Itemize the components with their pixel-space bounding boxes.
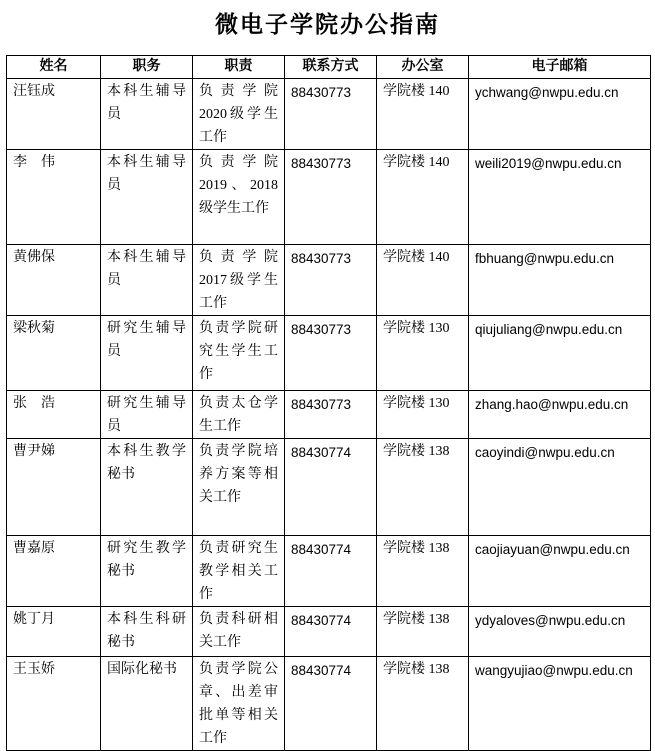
office-cell: 学院楼 140 (377, 79, 469, 150)
duty-cell: 负责学院研究生学生工作 (193, 316, 285, 391)
phone-cell: 88430774 (285, 607, 377, 657)
office-guide-table (6, 55, 651, 751)
phone-cell: 88430773 (285, 79, 377, 150)
header-position: 职务 (101, 56, 193, 79)
phone-cell: 88430774 (285, 439, 377, 536)
duty-cell: 负责学院2020级学生工作 (193, 79, 285, 150)
phone-cell: 88430773 (285, 316, 377, 391)
table-row (7, 536, 651, 607)
page-title: 微电子学院办公指南 (215, 12, 440, 37)
phone-cell: 88430773 (285, 245, 377, 316)
office-cell: 学院楼 130 (377, 316, 469, 391)
office-cell: 学院楼 138 (377, 536, 469, 607)
position-cell: 研究生辅导员 (101, 391, 193, 439)
office-cell: 学院楼 140 (377, 245, 469, 316)
header-duty: 职责 (193, 56, 285, 79)
email-cell: caojiayuan@nwpu.edu.cn (469, 536, 651, 607)
email-cell: qiujuliang@nwpu.edu.cn (469, 316, 651, 391)
table-row (7, 439, 651, 536)
email-cell: ychwang@nwpu.edu.cn (469, 79, 651, 150)
table-header-row (7, 56, 651, 79)
phone-cell: 88430774 (285, 657, 377, 751)
duty-cell: 负责太仓学生工作 (193, 391, 285, 439)
office-cell: 学院楼 130 (377, 391, 469, 439)
duty-cell: 负责科研相关工作 (193, 607, 285, 657)
table-row (7, 657, 651, 751)
position-cell: 本科生科研秘书 (101, 607, 193, 657)
header-office: 办公室 (377, 56, 469, 79)
position-cell: 本科生辅导员 (101, 245, 193, 316)
office-cell: 学院楼 138 (377, 607, 469, 657)
header-phone: 联系方式 (285, 56, 377, 79)
duty-cell: 负责学院2017级学生工作 (193, 245, 285, 316)
table-row (7, 150, 651, 245)
position-cell: 研究生教学秘书 (101, 536, 193, 607)
header-email: 电子邮箱 (469, 56, 651, 79)
name-cell: 汪钰成 (7, 79, 101, 150)
email-cell: caoyindi@nwpu.edu.cn (469, 439, 651, 536)
duty-cell: 负责学院公章、出差审批单等相关工作 (193, 657, 285, 751)
header-name: 姓名 (7, 56, 101, 79)
email-cell: weili2019@nwpu.edu.cn (469, 150, 651, 245)
name-cell: 张 浩 (7, 391, 101, 439)
phone-cell: 88430773 (285, 391, 377, 439)
office-cell: 学院楼 138 (377, 439, 469, 536)
position-cell: 本科生教学秘书 (101, 439, 193, 536)
name-cell: 曹嘉原 (7, 536, 101, 607)
table-row (7, 245, 651, 316)
name-cell: 梁秋菊 (7, 316, 101, 391)
office-cell: 学院楼 140 (377, 150, 469, 245)
table-row (7, 79, 651, 150)
name-cell: 李 伟 (7, 150, 101, 245)
position-cell: 研究生辅导员 (101, 316, 193, 391)
position-cell: 国际化秘书 (101, 657, 193, 751)
duty-cell: 负责研究生教学相关工作 (193, 536, 285, 607)
phone-cell: 88430773 (285, 150, 377, 245)
table-row (7, 391, 651, 439)
position-cell: 本科生辅导员 (101, 150, 193, 245)
email-cell: fbhuang@nwpu.edu.cn (469, 245, 651, 316)
email-cell: wangyujiao@nwpu.edu.cn (469, 657, 651, 751)
email-cell: ydyaloves@nwpu.edu.cn (469, 607, 651, 657)
name-cell: 姚丁月 (7, 607, 101, 657)
table-row (7, 607, 651, 657)
position-cell: 本科生辅导员 (101, 79, 193, 150)
name-cell: 黄佛保 (7, 245, 101, 316)
phone-cell: 88430774 (285, 536, 377, 607)
duty-cell: 负责学院2019、2018级学生工作 (193, 150, 285, 245)
email-cell: zhang.hao@nwpu.edu.cn (469, 391, 651, 439)
name-cell: 曹尹娣 (7, 439, 101, 536)
duty-cell: 负责学院培养方案等相关工作 (193, 439, 285, 536)
office-cell: 学院楼 138 (377, 657, 469, 751)
name-cell: 王玉娇 (7, 657, 101, 751)
table-row (7, 316, 651, 391)
